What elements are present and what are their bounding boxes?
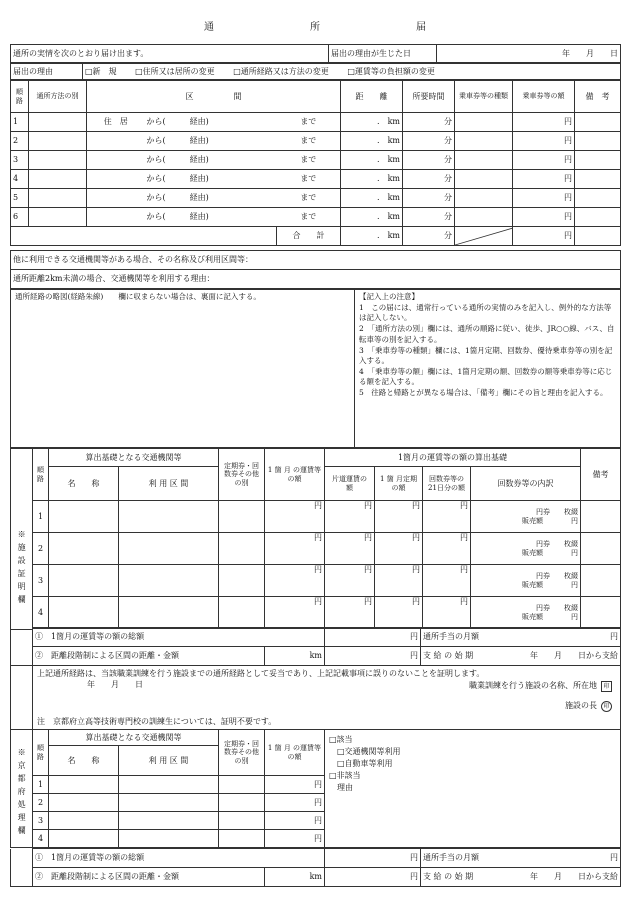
kyoto-h-section: 利 用 区 間 <box>119 746 219 776</box>
facility-row <box>11 533 621 565</box>
route-to[interactable]: まで <box>277 151 341 170</box>
certification-note: 注 京都府立高等技術専門校の訓練生については、証明不要です。 <box>37 717 277 726</box>
route-total-time[interactable]: 分 <box>403 227 455 246</box>
route-from[interactable]: から( 経由) <box>145 151 277 170</box>
facility-name-field[interactable] <box>49 565 119 597</box>
facility-section-field[interactable] <box>119 501 219 533</box>
facility-row <box>11 565 621 597</box>
reason-date-label: 届出の理由が生じた日 <box>329 45 437 63</box>
facility-section-field[interactable] <box>119 597 219 629</box>
facility-h-detail: 回数券等の内訳 <box>471 467 581 501</box>
route-row <box>11 208 621 227</box>
route-row-number: 1 <box>11 113 29 132</box>
facility-total-yen[interactable]: 円 <box>325 628 421 647</box>
route-distance[interactable]: . km <box>341 132 403 151</box>
route-method-field[interactable] <box>29 170 87 189</box>
route-residence: 住 居 <box>87 113 145 132</box>
other-transport-field[interactable]: 他に利用できる交通機関等がある場合、その名称及び利用区間等： <box>11 251 621 270</box>
kyoto-h-basis: 算出基礎となる交通機関等 <box>49 730 219 746</box>
route-distance[interactable]: . km <box>341 170 403 189</box>
kyoto-total-label: ① 1箇月の運賃等の額の総額 <box>33 849 325 868</box>
facility-oneway-field[interactable]: 円 <box>325 501 375 533</box>
route-to[interactable]: まで <box>277 208 341 227</box>
facility-21-field[interactable]: 円 <box>423 533 471 565</box>
title-char-3: 届 <box>416 22 426 33</box>
route-distance[interactable]: . km <box>341 113 403 132</box>
facility-1m-field[interactable]: 円 <box>375 565 423 597</box>
reason-option-new[interactable]: □新 規 <box>85 66 117 76</box>
route-to[interactable]: まで <box>277 113 341 132</box>
facility-total-label: ① 1箇月の運賃等の額の総額 <box>33 628 325 647</box>
reason-label: 届出の理由 <box>11 64 83 80</box>
kyoto-ticket-field[interactable] <box>219 794 265 812</box>
route-ticket-amount[interactable]: 円 <box>513 189 575 208</box>
facility-monthly-field[interactable]: 円 <box>265 533 325 565</box>
route-distance[interactable]: . km <box>341 189 403 208</box>
title-char-1: 通 <box>204 22 214 33</box>
route-from[interactable]: から( 経由) <box>145 170 277 189</box>
route-total-diagonal <box>455 227 513 246</box>
route-time[interactable]: 分 <box>403 208 455 227</box>
reason-table <box>10 63 621 80</box>
facility-oneway-field[interactable]: 円 <box>325 533 375 565</box>
route-method-field[interactable] <box>29 113 87 132</box>
facility-detail-field[interactable]: 円券 枚綴 販売額 円 <box>471 501 581 533</box>
facility-h-oneway: 片道運賃の 額 <box>325 467 375 501</box>
kyoto-name-field[interactable] <box>49 776 119 794</box>
facility-h-no: 順路 <box>33 449 49 501</box>
kyoto-side-label: ※京都府処理欄 <box>11 730 33 848</box>
facility-start-field[interactable]: 支 給 の 始 期 年 月 日から支給 <box>421 647 621 666</box>
facility-detail-field[interactable]: 円券 枚綴 販売額 円 <box>471 533 581 565</box>
facility-remarks-field[interactable] <box>581 597 621 629</box>
col-header-ticket-type: 乗車券等の種類 <box>455 81 513 113</box>
note-item: 3 「乗車券等の種類」欄には、1箇月定期、回数券、優待乗車券等の別を記入する。 <box>359 345 613 365</box>
facility-h-section: 利 用 区 間 <box>119 467 219 501</box>
kyoto-distance-yen[interactable]: 円 <box>325 868 421 887</box>
declaration-text: 通所の実情を次のとおり届け出ます。 <box>11 45 329 63</box>
route-remarks[interactable] <box>575 189 621 208</box>
col-header-ticket-amount: 乗車券等の額 <box>513 81 575 113</box>
facility-h-21: 回数券等の21日分の額 <box>423 467 471 501</box>
route-from[interactable]: から( 経由) <box>145 113 277 132</box>
route-to[interactable]: まで <box>277 189 341 208</box>
facility-monthly-field[interactable]: 円 <box>265 597 325 629</box>
facility-21-field[interactable]: 円 <box>423 565 471 597</box>
reason-date-field[interactable]: 年 月 日 <box>437 45 621 63</box>
route-row-number: 2 <box>11 132 29 151</box>
route-distance[interactable]: . km <box>341 151 403 170</box>
facility-row-number: 4 <box>33 597 49 629</box>
kyoto-start-field[interactable]: 支 給 の 始 期 年 月 日から支給 <box>421 868 621 887</box>
kyoto-name-field[interactable] <box>49 830 119 848</box>
facility-name-field[interactable] <box>49 533 119 565</box>
kyoto-monthly-field[interactable]: 円 <box>265 776 325 794</box>
reason-option-fare[interactable]: □運賃等の負担額の変更 <box>347 66 435 76</box>
kyoto-decision-area <box>325 730 621 848</box>
certification-block <box>33 666 621 730</box>
route-ticket-type[interactable] <box>455 208 513 227</box>
route-remarks[interactable] <box>575 208 621 227</box>
route-map-label: 通所経路の略図(経路朱線) 欄に収まらない場合は、裏面に記入する。 <box>15 292 261 301</box>
kyoto-ticket-field[interactable] <box>219 776 265 794</box>
kyoto-monthly-field[interactable]: 円 <box>265 830 325 848</box>
facility-side-label: ※施設証明欄 <box>11 449 33 630</box>
facility-row-number: 2 <box>33 533 49 565</box>
facility-detail-field[interactable]: 円券 枚綴 販売額 円 <box>471 565 581 597</box>
kyoto-section-field[interactable] <box>119 776 219 794</box>
kyoto-distance-km[interactable]: km <box>265 868 325 887</box>
route-remarks[interactable] <box>575 113 621 132</box>
route-row <box>11 151 621 170</box>
form-title <box>0 18 630 33</box>
reason-option-address[interactable]: □住所又は居所の変更 <box>135 66 215 76</box>
facility-21-field[interactable]: 円 <box>423 501 471 533</box>
route-row <box>11 132 621 151</box>
route-ticket-amount[interactable]: 円 <box>513 151 575 170</box>
kyoto-row-number: 4 <box>33 830 49 848</box>
route-map-area[interactable] <box>11 290 355 448</box>
route-total-distance[interactable]: . km <box>341 227 403 246</box>
route-ticket-amount[interactable]: 円 <box>513 132 575 151</box>
route-method-field[interactable] <box>29 208 87 227</box>
route-ticket-amount[interactable]: 円 <box>513 113 575 132</box>
facility-oneway-field[interactable]: 円 <box>325 597 375 629</box>
facility-ticket-field[interactable] <box>219 597 265 629</box>
facility-monthly-field[interactable]: 円 <box>265 501 325 533</box>
kyoto-name-field[interactable] <box>49 812 119 830</box>
map-notes-table <box>10 289 621 448</box>
under-2km-field[interactable]: 通所距離2km未満の場合、交通機関等を利用する理由： <box>11 270 621 289</box>
kyoto-row-number: 3 <box>33 812 49 830</box>
route-from[interactable]: から( 経由) <box>145 189 277 208</box>
note-item: 1 この届には、通常行っている通所の実情のみを記入し、例外的な方法等は記入しない。 <box>359 303 612 323</box>
facility-h-1m: 1 箇 月定期の額 <box>375 467 423 501</box>
route-ticket-type[interactable] <box>455 170 513 189</box>
seal-round-icon: 印 <box>601 701 612 712</box>
route-row <box>11 113 621 132</box>
kyoto-applicable-checkbox[interactable]: □該当 <box>329 735 353 744</box>
route-table <box>10 80 621 246</box>
notes-box <box>355 290 621 448</box>
kyoto-row-number: 2 <box>33 794 49 812</box>
route-ticket-type[interactable] <box>455 113 513 132</box>
facility-1m-field[interactable]: 円 <box>375 533 423 565</box>
kyoto-reason-label: 理由 <box>337 783 353 792</box>
note-item: 4 「乗車券等の額」欄には、1箇月定期の額、回数券の額等乗車券等に応じる額を記入する。 <box>359 366 613 386</box>
facility-h-monthly: 1 箇 月 の運賃等の額 <box>265 449 325 501</box>
kyoto-total-yen[interactable]: 円 <box>325 849 421 868</box>
kyoto-monthly-field[interactable]: 円 <box>265 794 325 812</box>
kyoto-summary-table <box>10 848 621 887</box>
route-method-field[interactable] <box>29 189 87 208</box>
certification-date[interactable]: 年 月 日 <box>87 680 143 690</box>
note-item: 2 「通所方法の別」欄には、通所の順路に従い、徒歩、JR○○線、バス、自転車等の別を記入する。 <box>359 324 615 344</box>
route-ticket-amount[interactable]: 円 <box>513 170 575 189</box>
route-total-label: 合 計 <box>277 227 341 246</box>
kyoto-h-name: 名 称 <box>49 746 119 776</box>
facility-summary-table <box>10 627 621 666</box>
facility-distance-yen[interactable]: 円 <box>325 647 421 666</box>
facility-name-field[interactable] <box>49 501 119 533</box>
kyoto-monthly-field[interactable]: 円 <box>265 812 325 830</box>
facility-distance-km[interactable]: km <box>265 647 325 666</box>
kyoto-row-number: 1 <box>33 776 49 794</box>
route-time[interactable]: 分 <box>403 132 455 151</box>
route-row-number: 5 <box>11 189 29 208</box>
route-row <box>11 170 621 189</box>
facility-h-name: 名 称 <box>49 467 119 501</box>
facility-row-number: 3 <box>33 565 49 597</box>
facility-ticket-field[interactable] <box>219 533 265 565</box>
title-char-2: 所 <box>310 22 320 33</box>
route-from[interactable]: から( 経由) <box>145 208 277 227</box>
other-info-table <box>10 250 621 289</box>
route-total-amount[interactable]: 円 <box>513 227 575 246</box>
facility-section-field[interactable] <box>119 565 219 597</box>
col-header-no: 順路 <box>11 81 29 113</box>
seal-square-icon: 印 <box>601 681 612 692</box>
facility-row <box>11 501 621 533</box>
facility-h-remarks: 備考 <box>581 449 621 501</box>
route-method-field[interactable] <box>29 132 87 151</box>
route-ticket-amount[interactable]: 円 <box>513 208 575 227</box>
kyoto-allowance-field[interactable]: 通所手当の月額 円 <box>421 849 621 868</box>
facility-table <box>10 448 621 630</box>
kyoto-h-no: 順路 <box>33 730 49 776</box>
facility-name-field[interactable] <box>49 597 119 629</box>
kyoto-h-ticket: 定期券・回数券その他の別 <box>219 730 265 776</box>
facility-allowance-field[interactable]: 通所手当の月額 円 <box>421 628 621 647</box>
col-header-method: 通所方法の別 <box>29 81 87 113</box>
kyoto-h-monthly: 1 箇 月 の運賃等の額 <box>265 730 325 776</box>
kyoto-ticket-field[interactable] <box>219 812 265 830</box>
facility-monthly-field[interactable]: 円 <box>265 565 325 597</box>
certification-table <box>10 665 621 730</box>
facility-oneway-field[interactable]: 円 <box>325 565 375 597</box>
route-remarks[interactable] <box>575 151 621 170</box>
facility-distance-label: ② 距離段階制による区間の距離・金額 <box>33 647 265 666</box>
reason-option-route[interactable]: □通所経路又は方法の変更 <box>233 66 329 76</box>
kyoto-table <box>10 729 621 848</box>
facility-1m-field[interactable]: 円 <box>375 597 423 629</box>
route-time[interactable]: 分 <box>403 189 455 208</box>
col-header-remarks: 備 考 <box>575 81 621 113</box>
col-header-distance: 距 離 <box>341 81 403 113</box>
facility-h-ticket: 定期券・回数券その他の別 <box>219 449 265 501</box>
facility-remarks-field[interactable] <box>581 565 621 597</box>
facility-head: 施設の長 印 <box>565 700 612 712</box>
route-total-remarks[interactable] <box>575 227 621 246</box>
route-distance[interactable]: . km <box>341 208 403 227</box>
route-ticket-type[interactable] <box>455 151 513 170</box>
kyoto-not-applicable-checkbox[interactable]: □非該当 <box>329 771 361 780</box>
kyoto-section-field[interactable] <box>119 794 219 812</box>
facility-row-number: 1 <box>33 501 49 533</box>
route-row-number: 4 <box>11 170 29 189</box>
facility-h-basis: 算出基礎となる交通機関等 <box>49 449 219 467</box>
facility-h-calc: 1箇月の運賃等の額の算出基礎 <box>325 449 581 467</box>
header-table <box>10 44 621 63</box>
facility-section-field[interactable] <box>119 533 219 565</box>
kyoto-section-field[interactable] <box>119 812 219 830</box>
route-ticket-type[interactable] <box>455 189 513 208</box>
route-ticket-type[interactable] <box>455 132 513 151</box>
kyoto-distance-label: ② 距離段階制による区間の距離・金額 <box>33 868 265 887</box>
facility-ticket-field[interactable] <box>219 501 265 533</box>
kyoto-transport-checkbox[interactable]: □交通機関等利用 <box>337 747 401 756</box>
route-remarks[interactable] <box>575 170 621 189</box>
route-to[interactable]: まで <box>277 132 341 151</box>
route-time[interactable]: 分 <box>403 151 455 170</box>
route-row <box>11 189 621 208</box>
route-remarks[interactable] <box>575 132 621 151</box>
col-header-time: 所要時間 <box>403 81 455 113</box>
facility-name-address: 職業訓練を行う施設の名称、所在地 印 <box>469 680 612 692</box>
route-total-row <box>11 227 621 246</box>
col-header-section: 区 間 <box>87 81 341 113</box>
certification-text: 上記通所経路は、当該職業訓練を行う施設までの通所経路として妥当であり、上記記載事項に誤りのないことを証明します。 <box>37 669 485 678</box>
kyoto-car-checkbox[interactable]: □自動車等利用 <box>337 759 393 768</box>
kyoto-ticket-field[interactable] <box>219 830 265 848</box>
kyoto-name-field[interactable] <box>49 794 119 812</box>
kyoto-section-field[interactable] <box>119 830 219 848</box>
facility-1m-field[interactable]: 円 <box>375 501 423 533</box>
facility-ticket-field[interactable] <box>219 565 265 597</box>
route-from[interactable]: から( 経由) <box>145 132 277 151</box>
route-row-number: 6 <box>11 208 29 227</box>
facility-remarks-field[interactable] <box>581 501 621 533</box>
route-time[interactable]: 分 <box>403 113 455 132</box>
route-row-number: 3 <box>11 151 29 170</box>
facility-row <box>11 597 621 629</box>
facility-remarks-field[interactable] <box>581 533 621 565</box>
route-to[interactable]: まで <box>277 170 341 189</box>
facility-21-field[interactable]: 円 <box>423 597 471 629</box>
note-item: 5 往路と帰路とが異なる場合は、「備考」欄にその旨と理由を記入する。 <box>359 388 608 398</box>
route-method-field[interactable] <box>29 151 87 170</box>
facility-detail-field[interactable]: 円券 枚綴 販売額 円 <box>471 597 581 629</box>
route-time[interactable]: 分 <box>403 170 455 189</box>
notes-heading: 【記入上の注意】 <box>359 292 419 301</box>
